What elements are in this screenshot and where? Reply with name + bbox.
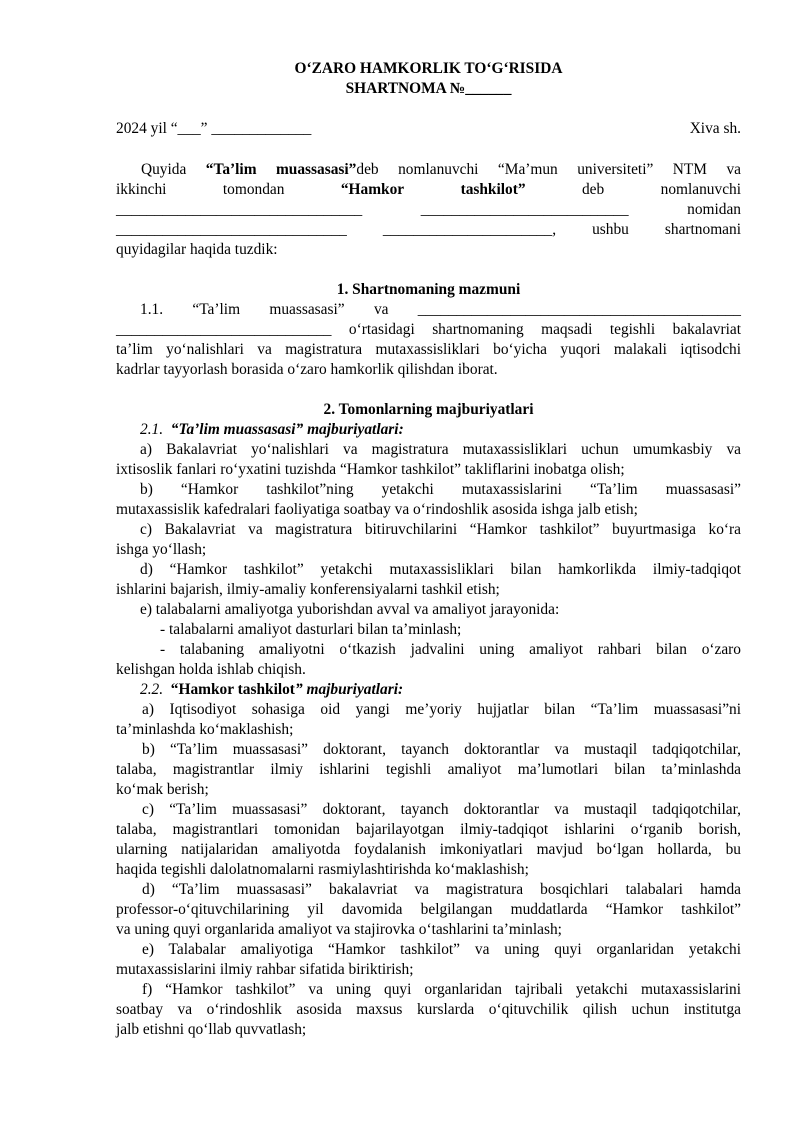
intro-line-4: ______________________________ ______________________, ushbu shartnomani (116, 221, 741, 238)
blank-field: __________________________________________ (417, 301, 741, 318)
obligation-2-2-d-line-1: d) “Ta’lim muassasasi” bakalavriat va magistratura bosqichlari talabalari hamda (142, 881, 741, 898)
contract-date: 2024 yil “___” _____________ (116, 120, 312, 137)
obligation-2-2-c-line-4: haqida tegishli dalolatnomalarni rasmiylashtirishda ko‘maklashish; (116, 861, 529, 878)
section-2-heading: 2. Tomonlarning majburiyatlari (323, 401, 534, 418)
obligation-2-2-a-line-2: ta’minlashda ko‘maklashish; (116, 721, 294, 738)
blank-field: ____________________________ (116, 321, 332, 338)
obligation-2-2-b-line-1: b) “Ta’lim muassasasi” doktorant, tayanch doktorantlar va mustaqil tadqiqotchilar, (142, 741, 741, 758)
subsection-2-2-heading: 2.2. “Hamkor tashkilot” majburiyatlari: (140, 681, 404, 698)
obligation-2-1-a-line-2: ixtisoslik fanlari ro‘yxatini tuzishda “Hamkor tashkilot” takliflarini inobatga olish; (116, 461, 625, 478)
obligation-2-1-e-line-1: e) talabalarni amaliyotga yuborishdan avval va amaliyot jarayonida: (140, 601, 560, 618)
obligation-2-2-e-line-1: e) Talabalar amaliyotiga “Hamkor tashkilot” va uning quyi organlaridan yetakchi (142, 941, 741, 958)
blank-field: ________________________________ (116, 201, 363, 218)
obligation-2-2-a-line-1: a) Iqtisodiyot sohasiga oid yangi me’yoriy hujjatlar bilan “Ta’lim muassasasi”ni (142, 701, 741, 718)
obligation-2-2-e-line-2: mutaxassislarini ilmiy rahbar sifatida biriktirish; (116, 961, 414, 978)
blank-field: ______________________, (382, 221, 557, 238)
obligation-2-1-e-line-3: - talabaning amaliyotni o‘tkazish jadvalini uning amaliyot rahbari bilan o‘zaro (160, 641, 741, 658)
section-1-line-1: 1.1. “Ta’lim muassasasi” va __________________________________________ (140, 301, 741, 318)
obligation-2-2-f-line-3: jalb etishni qo‘llab quvvatlash; (116, 1021, 307, 1038)
section-1-line-4: kadrlar tayyorlash borasida o‘zaro hamkorlik qilishdan iborat. (116, 361, 498, 378)
obligation-2-1-b-line-1: b) “Hamkor tashkilot”ning yetakchi mutaxassislarini “Ta’lim muassasasi” (140, 481, 741, 498)
intro-line-3: ________________________________ ___________________________ nomidan (116, 201, 741, 218)
contract-city: Xiva sh. (689, 120, 741, 137)
obligation-2-1-e-line-2: - talabalarni amaliyot dasturlari bilan ta’minlash; (160, 621, 462, 638)
obligation-2-1-e-line-4: kelishgan holda ishlab chiqish. (116, 661, 306, 678)
intro-line-5: quyidagilar haqida tuzdik: (116, 241, 278, 258)
blank-field: ___________________________ (420, 201, 629, 218)
blank-field: ______________________________ (116, 221, 347, 238)
section-1-line-2: ____________________________ o‘rtasidagi shartnomaning maqsadi tegishli bakalavriat (116, 321, 741, 338)
document-title-line2: SHARTNOMA №______ (345, 80, 512, 97)
obligation-2-1-d-line-1: d) “Hamkor tashkilot” yetakchi mutaxassisliklari bilan hamkorlikda ilmiy-tadqiqot (140, 561, 741, 578)
intro-line-1: Quyida “Ta’lim muassasasi”deb nomlanuvchi “Ma’mun universiteti” NTM va (141, 161, 741, 178)
obligation-2-2-c-line-2: talaba, magistrantlari tomonidan bajarilayotgan ilmiy-tadqiqot ishlarini o‘rganib borish, (116, 821, 741, 838)
obligation-2-2-b-line-2: talaba, magistrantlar ilmiy ishlarini tegishli amaliyot ma’lumotlari bilan ta’minlashda (116, 761, 741, 778)
obligation-2-2-f-line-2: soatbay va o‘rindoshlik asosida maxsus kurslarda o‘qituvchilik qilish uchun institutga (116, 1001, 741, 1018)
section-1-line-3: ta’lim yo‘nalishlari va magistratura mutaxassisliklari bo‘yicha yuqori malakali iqtisodchi (116, 341, 741, 358)
obligation-2-2-d-line-2: professor-o‘qituvchilarining yil davomida belgilangan muddatlarda “Hamkor tashkilot” (116, 901, 741, 918)
obligation-2-1-b-line-2: mutaxassislik kafedralari faoliyatiga soatbay va o‘rindoshlik asosida ishga jalb etish; (116, 501, 638, 518)
date-line (116, 119, 741, 139)
subsection-2-1-heading: 2.1. “Ta’lim muassasasi” majburiyatlari: (140, 421, 404, 438)
obligation-2-1-c-line-1: c) Bakalavriat va magistratura bitiruvchilarini “Hamkor tashkilot” buyurtmasiga ko‘ra (140, 521, 741, 538)
obligation-2-2-c-line-1: c) “Ta’lim muassasasi” doktorant, tayanch doktorantlar va mustaqil tadqiqotchilar, (142, 801, 741, 818)
obligation-2-1-c-line-2: ishga yo‘llash; (116, 541, 207, 558)
obligation-2-2-d-line-3: va uning quyi organlarida amaliyot va stajirovka o‘tashlarini ta’minlash; (116, 921, 562, 938)
intro-line-2: ikkinchi tomondan “Hamkor tashkilot” deb nomlanuvchi (116, 181, 741, 198)
obligation-2-2-b-line-3: ko‘mak berish; (116, 781, 209, 798)
obligation-2-1-a-line-1: a) Bakalavriat yo‘nalishlari va magistratura mutaxassisliklari uchun umumkasbiy va (140, 441, 741, 458)
document-title-line1: O‘ZARO HAMKORLIK TO‘G‘RISIDA (294, 60, 563, 77)
section-1-heading: 1. Shartnomaning mazmuni (336, 281, 521, 298)
obligation-2-1-d-line-2: ishlarini bajarish, ilmiy-amaliy konferensiyalarni tashkil etish; (116, 581, 500, 598)
obligation-2-2-f-line-1: f) “Hamkor tashkilot” va uning quyi organlaridan tajribali yetakchi mutaxassislarini (142, 981, 741, 998)
obligation-2-2-c-line-3: ularning natijalaridan amaliyotda foydalanish imkoniyatlari mavjud bo‘lgan hollarda, bu (116, 841, 741, 858)
